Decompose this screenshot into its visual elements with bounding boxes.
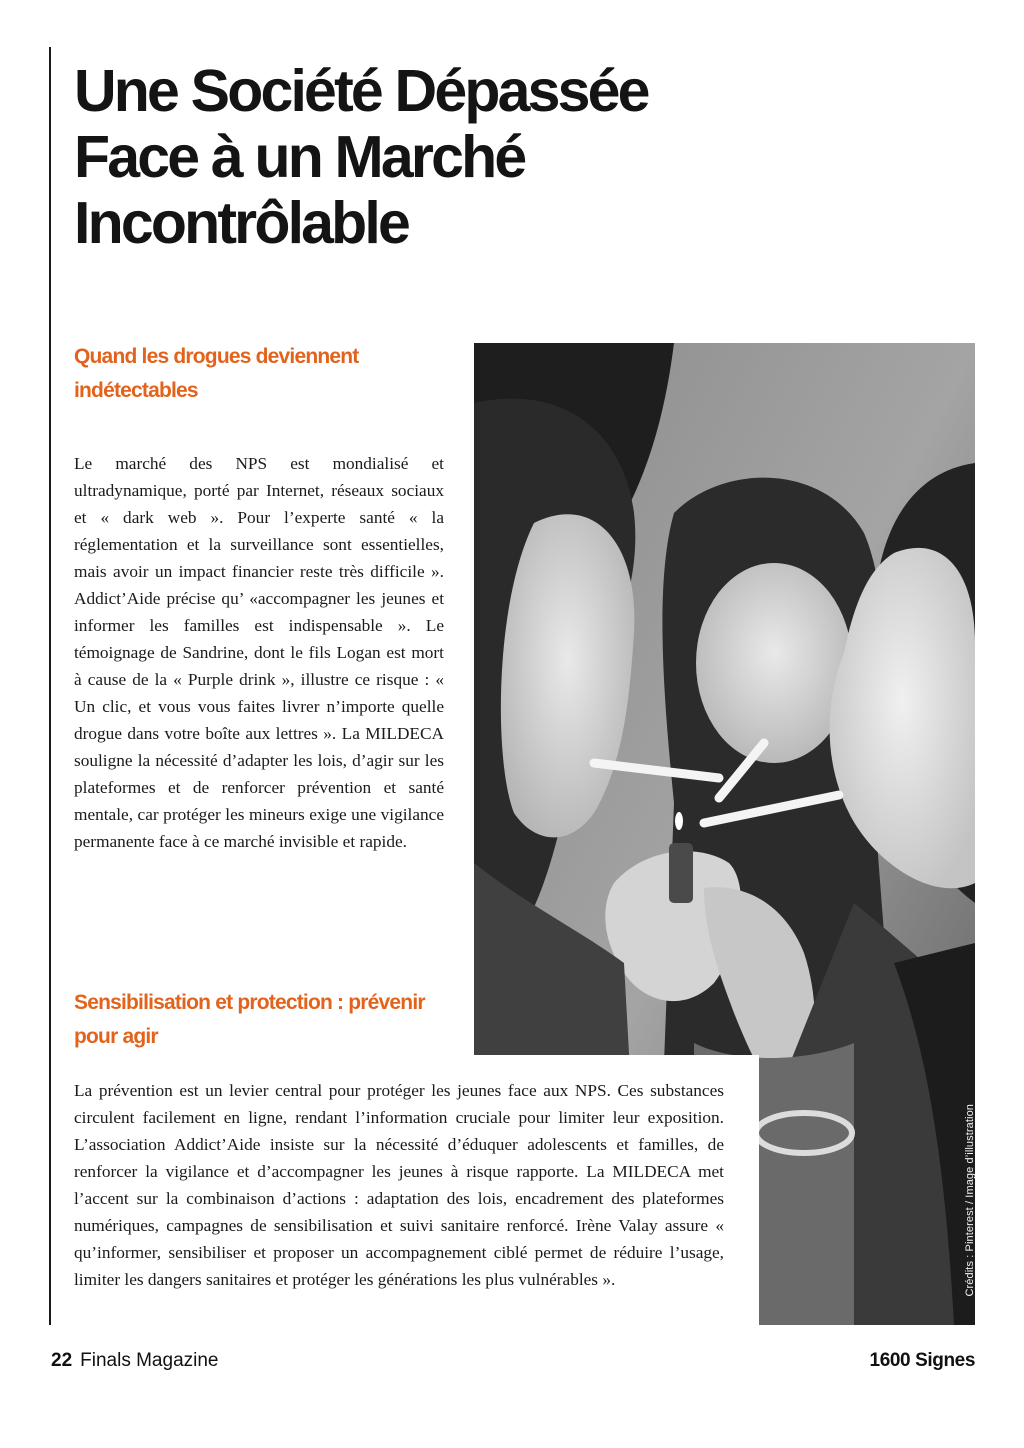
footer-left	[51, 1350, 218, 1372]
page-margin-rule	[49, 47, 51, 1325]
section-body-undetectable-drugs: Le marché des NPS est mondialisé et ultradynamique, porté par Internet, réseaux sociaux et « dark web ». Pour l’experte santé « la réglementation et la surveillance sont essentielles, mais avoir un impact financier reste très difficile ». Addict’Aide précise qu’ «accompagner les jeunes et informer les familles est indispensable ». Le témoignage de Sandrine, dont le fils Logan est mort à cause de la « Purple drink », illustre ce risque : « Un clic, et vous vous faites livrer n’importe quelle drogue dans votre boîte aux lettres ». La MILDECA souligne la nécessité d’adapter les lois, d’agir sur les plateformes et de renforcer prévention et santé mentale, car protéger les mineurs exige une vigilance permanente face à ce marché invisible et rapide.	[74, 454, 444, 851]
section-body-awareness-protection: La prévention est un levier central pour protéger les jeunes face aux NPS. Ces substances circulent facilement en ligne, rendant l’information cruciale pour limiter leur exposition. L’association Addict’Aide insiste sur la nécessité d’éduquer adolescents et familles, de renforcer la vigilance et d’accompagner les jeunes à risque rapporte. La MILDECA met l’accent sur la combinaison d’actions : adaptation des lois, encadrement des plateformes numériques, campagnes de sensibilisation et suivi sanitaire renforcé. Irène Valay assure « qu’informer, sensibiliser et proposer un accompagnement ciblé permet de réduire l’usage, limiter les dangers sanitaires et protéger les générations les plus vulnérables ».	[74, 1081, 724, 1289]
section-heading-undetectable-drugs: Quand les drogues deviennent indétectables	[74, 345, 359, 402]
page-number: 22	[51, 1350, 73, 1371]
photo-credit: Crédits : Pinterest / Image d’illustration	[964, 1104, 976, 1297]
magazine-name: Finals Magazine	[80, 1350, 219, 1371]
section-name: 1600 Signes	[869, 1350, 975, 1371]
article-title: Une Société Dépassée Face à un Marché Incontrôlable	[74, 58, 648, 256]
section-heading-awareness-protection: Sensibilisation et protection : prévenir pour agir	[74, 991, 425, 1048]
